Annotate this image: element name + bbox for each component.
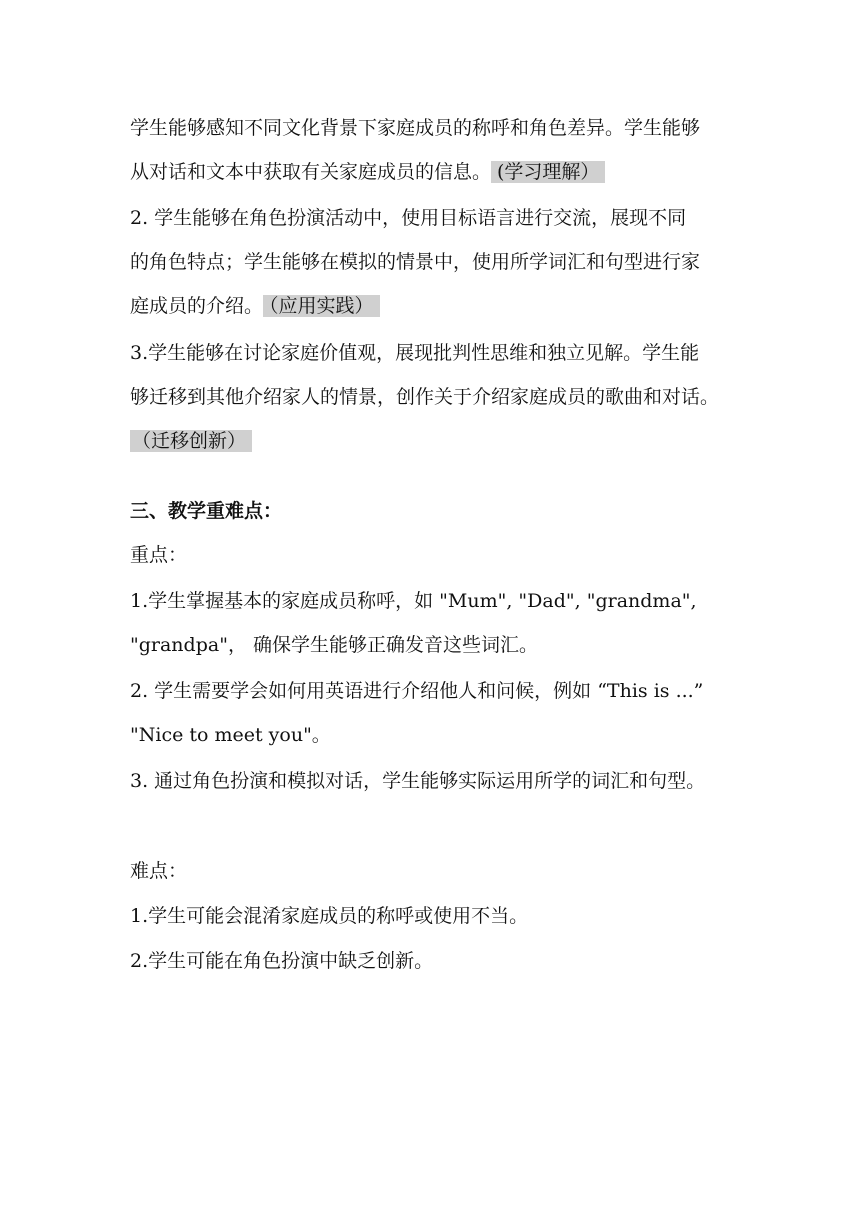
text: 的角色特点；学生能够在模拟的情景中，使用所学词汇和句型进行家 — [130, 251, 701, 273]
text: 学生能够感知不同文化背景下家庭成员的称呼和角色差异。学生能够 — [130, 117, 701, 139]
key-point-1-line-2: "grandpa"， 确保学生能够正确发音这些词汇。 — [130, 634, 538, 656]
difficulty-2: 2.学生可能在角色扮演中缺乏创新。 — [130, 950, 434, 972]
key-point-1-line-1: 1.学生掌握基本的家庭成员称呼，如 "Mum", "Dad", "grandma", — [130, 590, 697, 612]
difficulty-1: 1.学生可能会混淆家庭成员的称呼或使用不当。 — [130, 905, 529, 927]
highlight-tag-application: （应用实践） — [263, 295, 380, 317]
objective-3-line-1 — [130, 338, 699, 368]
objective-1-line-1 — [130, 113, 700, 143]
text: 够迁移到其他介绍家人的情景，创作关于介绍家庭成员的歌曲和对话。 — [130, 386, 720, 408]
objective-3-line-2 — [130, 382, 719, 412]
highlight-tag-learning: (学习理解） — [491, 161, 605, 183]
objective-3-line-3 — [130, 426, 252, 456]
key-point-2-line-2: "Nice to meet you"。 — [130, 724, 331, 746]
objective-2-line-3 — [130, 291, 380, 321]
highlight-tag-transfer: （迁移创新） — [130, 430, 252, 452]
objective-1-line-2 — [130, 157, 605, 187]
key-point-3: 3. 通过角色扮演和模拟对话，学生能够实际运用所学的词汇和句型。 — [130, 770, 706, 792]
objective-2-line-2 — [130, 247, 700, 277]
key-point-2-line-1: 2. 学生需要学会如何用英语进行介绍他人和问候，例如 “This is ...” — [130, 680, 704, 702]
difficulties-label: 难点： — [130, 860, 188, 882]
text: 庭成员的介绍。 — [130, 295, 264, 317]
key-points-label: 重点： — [130, 544, 188, 566]
text: 2. 学生能够在角色扮演活动中，使用目标语言进行交流，展现不同 — [130, 207, 687, 229]
section-heading: 三、教学重难点： — [130, 500, 283, 522]
text: 3.学生能够在讨论家庭价值观，展现批判性思维和独立见解。学生能 — [130, 342, 700, 364]
objective-2-line-1 — [130, 203, 686, 233]
text: 从对话和文本中获取有关家庭成员的信息。 — [130, 161, 492, 183]
